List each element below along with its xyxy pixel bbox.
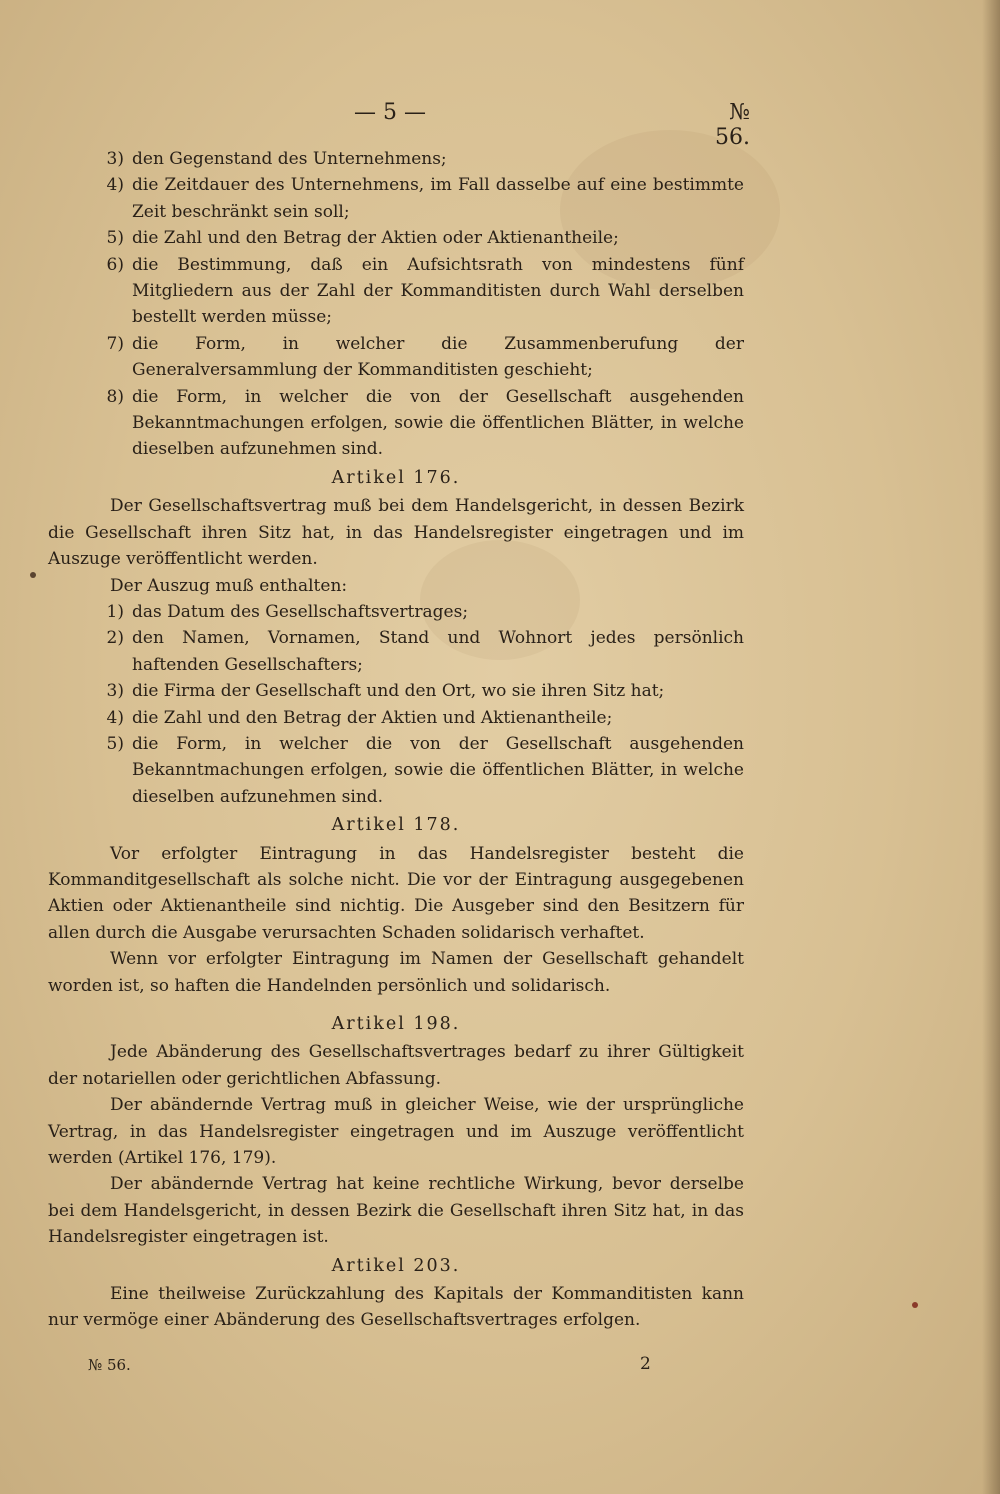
list-item-text: die Bestimmung, daß ein Aufsichtsrath von mindestens fünf Mitgliedern aus der Zahl der Kommanditisten durch Wahl derselben bestellt werden müsse;: [132, 254, 744, 328]
list-item-number: 8): [106, 386, 124, 407]
list-item-number: 4): [106, 175, 124, 196]
issue-number: № 56.: [715, 100, 750, 150]
list-item-number: 1): [106, 601, 124, 622]
list-item-number: 4): [106, 707, 124, 728]
paragraph: Jede Abänderung des Gesellschaftsvertrages bedarf zu ihrer Gültigkeit der notariellen oder gerichtlichen Abfassung.: [48, 1042, 744, 1089]
page-body: [48, 146, 744, 1334]
paragraph: Wenn vor erfolgter Eintragung im Namen der Gesellschaft gehandelt worden ist, so haften die Handelnden persönlich und solidarisch.: [48, 949, 744, 996]
list-item-number: 3): [106, 681, 124, 702]
paragraph: Vor erfolgter Eintragung in das Handelsregister besteht die Kommanditgesellschaft als solche nicht. Die vor der Eintragung ausgegebenen Aktien oder Aktienantheile sind nichtig. Die Ausgeber sind den Besitzern für allen durch die Ausgabe verursachten Schaden solidarisch verhaftet.: [48, 843, 744, 943]
page-header: [0, 100, 1000, 150]
list-item: [48, 599, 744, 625]
list-item: [48, 331, 744, 384]
page-edge-shadow: [982, 0, 1000, 1494]
list-item-number: 7): [106, 333, 124, 354]
footer-sheet-number: 2: [640, 1354, 651, 1374]
list-item: [48, 678, 744, 704]
paragraph: Der Auszug muß enthalten:: [110, 575, 348, 596]
list-item-number: 6): [106, 254, 124, 275]
page-number: — 5 —: [354, 100, 426, 125]
article-heading: Artikel 178.: [331, 815, 461, 836]
list-item-text: die Firma der Gesellschaft und den Ort, wo sie ihren Sitz hat;: [132, 681, 665, 702]
article-heading: Artikel 176.: [331, 467, 461, 488]
list-item-text: die Zeitdauer des Unternehmens, im Fall dasselbe auf eine bestimmte Zeit beschränkt sein soll;: [132, 175, 744, 222]
paragraph: Der abändernde Vertrag muß in gleicher Weise, wie der ursprüngliche Vertrag, in das Handelsregister eingetragen und im Auszuge veröffentlicht werden (Artikel 176, 179).: [48, 1095, 744, 1169]
list-item-number: 3): [106, 149, 124, 169]
list-item: [48, 705, 744, 731]
article-heading: Artikel 203.: [331, 1255, 461, 1276]
list-item-text: die Form, in welcher die von der Gesellschaft ausgehenden Bekanntmachungen erfolgen, sowie die öffentlichen Blätter, in welche dieselben aufzunehmen sind.: [132, 733, 744, 807]
list-item-text: den Namen, Vornamen, Stand und Wohnort jedes persönlich haftenden Gesellschafters;: [132, 628, 744, 675]
list-item-text: das Datum des Gesellschaftsvertrages;: [132, 601, 469, 622]
paragraph: Der abändernde Vertrag hat keine rechtliche Wirkung, bevor derselbe bei dem Handelsgericht, in dessen Bezirk die Gesellschaft ihren Sitz hat, in das Handelsregister eingetragen ist.: [48, 1174, 744, 1248]
list-item-text: die Form, in welcher die von der Gesellschaft ausgehenden Bekanntmachungen erfolgen, sowie die öffentlichen Blätter, in welche dieselben aufzunehmen sind.: [132, 386, 744, 460]
list-item-text: die Zahl und den Betrag der Aktien oder Aktienantheile;: [132, 228, 619, 249]
list-item: [48, 146, 744, 172]
list-item-number: 5): [106, 733, 124, 754]
list-item: [48, 625, 744, 678]
article-heading: Artikel 198.: [331, 1014, 461, 1034]
list-item: [48, 172, 744, 225]
list-item: [48, 225, 744, 251]
list-item: [48, 731, 744, 810]
footer-issue-number: № 56.: [88, 1356, 131, 1374]
ink-dot: [30, 572, 36, 578]
paragraph: Eine theilweise Zurückzahlung des Kapitals der Kommanditisten kann nur vermöge einer Abänderung des Gesellschaftsvertrages erfolgen.: [48, 1284, 744, 1331]
list-item-text: die Form, in welcher die Zusammenberufung der Generalversammlung der Kommanditisten geschieht;: [132, 333, 744, 381]
list-item-number: 5): [106, 228, 124, 249]
list-item-text: die Zahl und den Betrag der Aktien und Aktienantheile;: [132, 707, 613, 728]
ink-dot: [912, 1302, 918, 1308]
list-item-text: den Gegenstand des Unternehmens;: [132, 149, 447, 169]
list-item: [48, 384, 744, 463]
list-item-number: 2): [106, 628, 124, 649]
paragraph: Der Gesellschaftsvertrag muß bei dem Handelsgericht, in dessen Bezirk die Gesellschaft ihren Sitz hat, in das Handelsregister eingetragen und im Auszuge veröffentlicht werden.: [48, 496, 744, 570]
list-item: [48, 252, 744, 331]
